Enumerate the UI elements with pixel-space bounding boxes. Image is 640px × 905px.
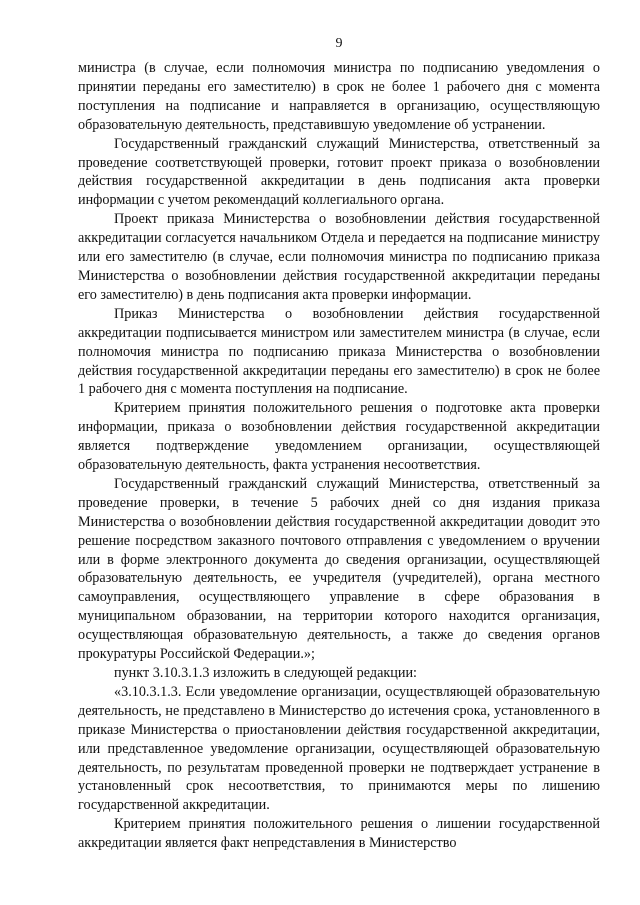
page-number: 9 <box>335 36 343 51</box>
paragraph: пункт 3.10.3.1.3 изложить в следующей редакции: <box>114 665 417 681</box>
paragraph: Государственный гражданский служащий Министерства, ответственный за проведение соответствующей проверки, готовит проект приказа о возобновлении действия государственной аккредитации в день подписания акта проверки информации с учетом рекомендаций коллегиального органа. <box>78 135 600 209</box>
paragraph: министра (в случае, если полномочия министра по подписанию уведомления о принятии переданы его заместителю) в срок не более 1 рабочего дня с момента поступления на подписание и направляется в организацию, осуществляющую образовательную деятельность, представившую уведомление об устранении. <box>78 60 600 133</box>
paragraph: Приказ Министерства о возобновлении действия государственной аккредитации подписывается министром или заместителем министра (в случае, если полномочия министра по подписанию приказа Министерства о возобновлении действия государственной аккредитации переданы его заместителю) в срок не более 1 рабочего дня с момента поступления на подписание. <box>78 305 600 398</box>
paragraph: Государственный гражданский служащий Министерства, ответственный за проведение проверки, в течение 5 рабочих дней со дня издания приказа Министерства о возобновлении действия государственной аккредитации доводит это решение посредством заказного почтового отправления с уведомлением о вручении или в форме электронного документа до сведения организации, осуществляющей образовательную деятельность, ее учредителя (учредителей), органа местного самоуправления, осуществляющего управление в сфере образования в муниципальном образовании, на территории которого находится организация, осуществляющая образовательную деятельность, а также до сведения органов прокуратуры Российской Федерации.»; <box>78 475 600 663</box>
paragraph: Критерием принятия положительного решения о лишении государственной аккредитации является факт непредставления в Министерство <box>78 816 600 852</box>
paragraph: Критерием принятия положительного решения о подготовке акта проверки информации, приказа о возобновлении действия государственной аккредитации является подтверждение уведомлением организации, осуществляющей образовательную деятельность, факта устранения несоответствия. <box>78 400 600 474</box>
paragraph: «3.10.3.1.3. Если уведомление организации, осуществляющей образовательную деятельность, не представлено в Министерство до истечения срока, установленного в приказе Министерства о приостановлении действия государственной аккредитации, или представленное уведомление организации, осуществляющей образовательную деятельность, по результатам проведенной проверки не подтверждает устранение в установленный срок несоответствия, то принимаются меры по лишению государственной аккредитации. <box>78 683 600 814</box>
document-page <box>78 36 600 853</box>
paragraph: Проект приказа Министерства о возобновлении действия государственной аккредитации согласуется начальником Отдела и передается на подписание министру или его заместителю (в случае, если полномочия министра по подписанию приказа Министерства о возобновлении действия государственной аккредитации переданы его заместителю) в день подписания акта проверки информации. <box>78 211 600 303</box>
